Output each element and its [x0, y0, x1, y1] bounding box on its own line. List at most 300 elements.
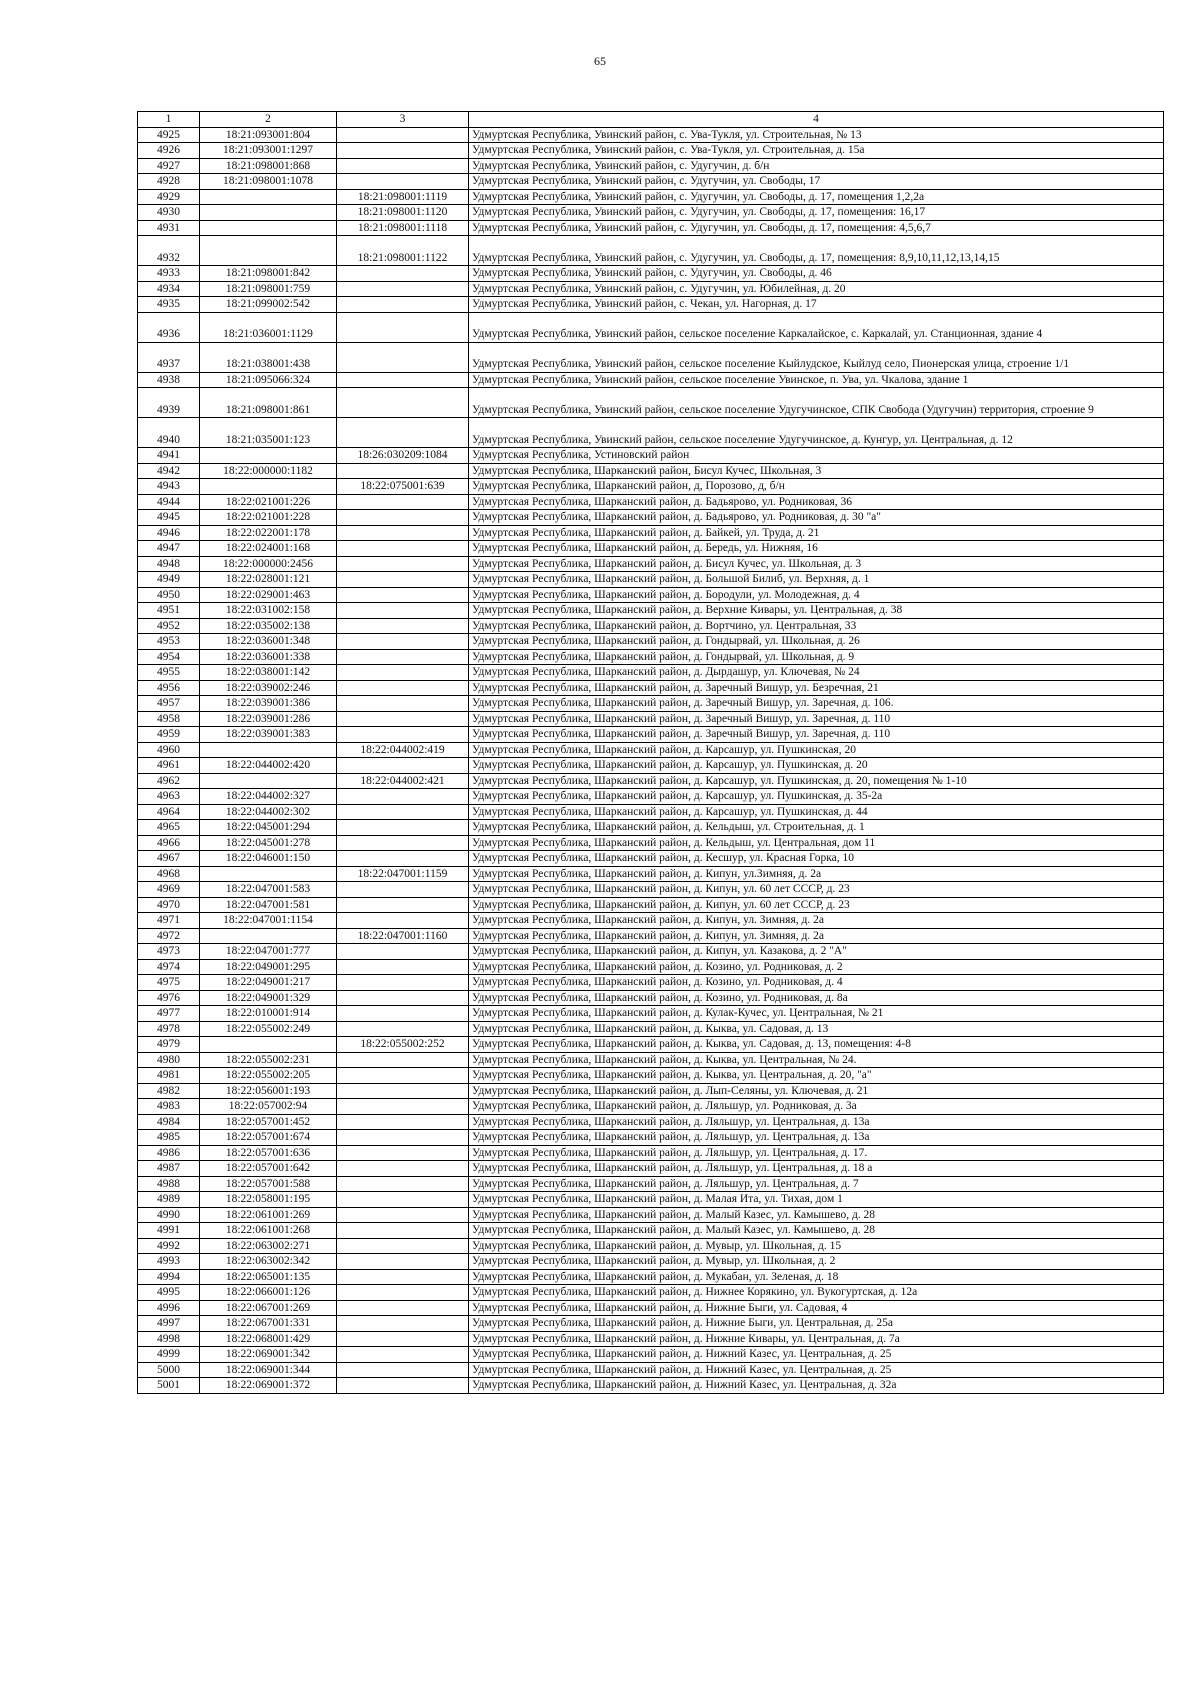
address-cell: Удмуртская Республика, Шарканский район, д. Гондырвай, ул. Школьная, д. 9 [469, 649, 1164, 665]
table-row [138, 665, 1164, 681]
row-number-cell: 4986 [138, 1145, 200, 1161]
table-row [138, 312, 1164, 342]
cadastral-number-cell: 18:22:047001:583 [200, 882, 337, 898]
row-number-cell: 4974 [138, 959, 200, 975]
premises-cadastral-cell [337, 1331, 469, 1347]
premises-cadastral-cell [337, 665, 469, 681]
table-row [138, 1176, 1164, 1192]
row-number-cell: 4980 [138, 1052, 200, 1068]
address-cell: Удмуртская Республика, Шарканский район, д. Козино, ул. Родниковая, д. 4 [469, 975, 1164, 991]
premises-cadastral-cell [337, 913, 469, 929]
table-row [138, 1068, 1164, 1084]
table-row [138, 711, 1164, 727]
row-number-cell: 4972 [138, 928, 200, 944]
table-row [138, 975, 1164, 991]
cadastral-number-cell: 18:22:045001:294 [200, 820, 337, 836]
premises-cadastral-cell [337, 851, 469, 867]
row-number-cell: 4976 [138, 990, 200, 1006]
address-cell: Удмуртская Республика, Шарканский район, д. Ляльшур, ул. Родниковая, д. 3а [469, 1099, 1164, 1115]
address-cell: Удмуртская Республика, Шарканский район, д. Гондырвай, ул. Школьная, д. 26 [469, 634, 1164, 650]
address-cell: Удмуртская Республика, Увинский район, с. Удугучин, ул. Свободы, д. 17, помещения 1,2,2а [469, 189, 1164, 205]
row-number-cell: 4938 [138, 372, 200, 388]
row-number-cell: 4941 [138, 448, 200, 464]
table-row [138, 634, 1164, 650]
row-number-cell: 4990 [138, 1207, 200, 1223]
row-number-cell: 4966 [138, 835, 200, 851]
premises-cadastral-cell: 18:22:047001:1160 [337, 928, 469, 944]
row-number-cell: 4957 [138, 696, 200, 712]
row-number-cell: 4991 [138, 1223, 200, 1239]
address-cell: Удмуртская Республика, Увинский район, с. Чекан, ул. Нагорная, д. 17 [469, 297, 1164, 313]
cadastral-number-cell: 18:22:049001:295 [200, 959, 337, 975]
cadastral-number-cell: 18:22:031002:158 [200, 603, 337, 619]
premises-cadastral-cell [337, 882, 469, 898]
page-number: 65 [594, 54, 606, 68]
table-row [138, 1006, 1164, 1022]
table-row [138, 525, 1164, 541]
premises-cadastral-cell [337, 1130, 469, 1146]
premises-cadastral-cell [337, 897, 469, 913]
premises-cadastral-cell [337, 1052, 469, 1068]
address-cell: Удмуртская Республика, Шарканский район, д. Карсашур, ул. Пушкинская, д. 35-2а [469, 789, 1164, 805]
premises-cadastral-cell: 18:21:098001:1119 [337, 189, 469, 205]
address-cell: Удмуртская Республика, Увинский район, сельское поселение Удугучинское, д. Кунгур, ул. Центральная, д. 12 [469, 418, 1164, 448]
cadastral-number-cell: 18:22:039001:386 [200, 696, 337, 712]
table-row [138, 928, 1164, 944]
address-cell: Удмуртская Республика, Шарканский район, д. Ляльшур, ул. Центральная, д. 7 [469, 1176, 1164, 1192]
premises-cadastral-cell [337, 603, 469, 619]
address-cell: Удмуртская Республика, Увинский район, сельское поселение Кыйлудское, Кыйлуд село, Пионерская улица, строение 1/1 [469, 342, 1164, 372]
address-cell: Удмуртская Республика, Увинский район, с. Ува-Тукля, ул. Строительная, № 13 [469, 127, 1164, 143]
premises-cadastral-cell [337, 418, 469, 448]
premises-cadastral-cell: 18:22:075001:639 [337, 479, 469, 495]
row-number-cell: 4995 [138, 1285, 200, 1301]
cadastral-number-cell: 18:22:068001:429 [200, 1331, 337, 1347]
premises-cadastral-cell [337, 1083, 469, 1099]
premises-cadastral-cell [337, 634, 469, 650]
row-number-cell: 4931 [138, 220, 200, 236]
table-row [138, 342, 1164, 372]
premises-cadastral-cell [337, 1362, 469, 1378]
cadastral-number-cell: 18:22:057001:452 [200, 1114, 337, 1130]
row-number-cell: 4969 [138, 882, 200, 898]
column-header-2: 2 [200, 112, 337, 128]
premises-cadastral-cell [337, 541, 469, 557]
table-row [138, 1316, 1164, 1332]
table-row [138, 897, 1164, 913]
address-cell: Удмуртская Республика, Шарканский район, д. Кыква, ул. Садовая, д. 13, помещения: 4-8 [469, 1037, 1164, 1053]
premises-cadastral-cell [337, 281, 469, 297]
cadastral-number-cell: 18:22:044002:420 [200, 758, 337, 774]
address-cell: Удмуртская Республика, Шарканский район, д. Кипун, ул. Казакова, д. 2 "А" [469, 944, 1164, 960]
address-cell: Удмуртская Республика, Шарканский район, д. Малая Ита, ул. Тихая, дом 1 [469, 1192, 1164, 1208]
row-number-cell: 4970 [138, 897, 200, 913]
cadastral-number-cell: 18:22:028001:121 [200, 572, 337, 588]
premises-cadastral-cell [337, 959, 469, 975]
table-row [138, 1099, 1164, 1115]
row-number-cell: 4999 [138, 1347, 200, 1363]
address-cell: Удмуртская Республика, Шарканский район, д. Кипун, ул. 60 лет СССР, д. 23 [469, 882, 1164, 898]
table-row [138, 603, 1164, 619]
row-number-cell: 4949 [138, 572, 200, 588]
premises-cadastral-cell [337, 312, 469, 342]
cadastral-number-cell: 18:22:021001:228 [200, 510, 337, 526]
table-row [138, 297, 1164, 313]
address-cell: Удмуртская Республика, Шарканский район, д. Кельдыш, ул. Центральная, дом 11 [469, 835, 1164, 851]
row-number-cell: 5001 [138, 1378, 200, 1394]
cadastral-number-cell: 18:21:093001:804 [200, 127, 337, 143]
row-number-cell: 4944 [138, 494, 200, 510]
row-number-cell: 4947 [138, 541, 200, 557]
cadastral-number-cell: 18:22:063002:342 [200, 1254, 337, 1270]
address-cell: Удмуртская Республика, Шарканский район, д. Заречный Вишур, ул. Заречная, д. 110 [469, 711, 1164, 727]
cadastral-number-cell: 18:22:069001:344 [200, 1362, 337, 1378]
row-number-cell: 4978 [138, 1021, 200, 1037]
table-row [138, 990, 1164, 1006]
premises-cadastral-cell [337, 975, 469, 991]
table-row [138, 1331, 1164, 1347]
table-row [138, 1207, 1164, 1223]
registry-table [137, 111, 1164, 1394]
cadastral-number-cell: 18:22:057001:642 [200, 1161, 337, 1177]
premises-cadastral-cell [337, 1006, 469, 1022]
row-number-cell: 5000 [138, 1362, 200, 1378]
row-number-cell: 4942 [138, 463, 200, 479]
premises-cadastral-cell [337, 1068, 469, 1084]
premises-cadastral-cell [337, 510, 469, 526]
cadastral-number-cell: 18:21:099002:542 [200, 297, 337, 313]
row-number-cell: 4979 [138, 1037, 200, 1053]
premises-cadastral-cell [337, 696, 469, 712]
address-cell: Удмуртская Республика, Шарканский район, д. Большой Билиб, ул. Верхняя, д. 1 [469, 572, 1164, 588]
table-row [138, 1192, 1164, 1208]
table-row [138, 1130, 1164, 1146]
row-number-cell: 4984 [138, 1114, 200, 1130]
address-cell: Удмуртская Республика, Шарканский район, д. Карсашур, ул. Пушкинская, д. 20, помещения № 1-10 [469, 773, 1164, 789]
table-row [138, 1145, 1164, 1161]
premises-cadastral-cell [337, 1378, 469, 1394]
table-body [138, 127, 1164, 1393]
premises-cadastral-cell [337, 556, 469, 572]
table-row [138, 236, 1164, 266]
address-cell: Удмуртская Республика, Шарканский район, д. Кесшур, ул. Красная Горка, 10 [469, 851, 1164, 867]
premises-cadastral-cell: 18:21:098001:1120 [337, 205, 469, 221]
row-number-cell: 4951 [138, 603, 200, 619]
row-number-cell: 4952 [138, 618, 200, 634]
address-cell: Удмуртская Республика, Шарканский район, д. Нижние Быги, ул. Садовая, 4 [469, 1300, 1164, 1316]
premises-cadastral-cell [337, 1114, 469, 1130]
cadastral-number-cell: 18:22:045001:278 [200, 835, 337, 851]
row-number-cell: 4929 [138, 189, 200, 205]
row-number-cell: 4963 [138, 789, 200, 805]
address-cell: Удмуртская Республика, Шарканский район, д. Кыква, ул. Центральная, д. 20, "а" [469, 1068, 1164, 1084]
address-cell: Удмуртская Республика, Шарканский район, д. Кипун, ул. Зимняя, д. 2а [469, 928, 1164, 944]
table-row [138, 205, 1164, 221]
row-number-cell: 4932 [138, 236, 200, 266]
address-cell: Удмуртская Республика, Шарканский район, д. Карсашур, ул. Пушкинская, 20 [469, 742, 1164, 758]
address-cell: Удмуртская Республика, Увинский район, с. Удугучин, ул. Свободы, д. 46 [469, 266, 1164, 282]
cadastral-number-cell: 18:22:024001:168 [200, 541, 337, 557]
cadastral-number-cell: 18:22:029001:463 [200, 587, 337, 603]
cadastral-number-cell: 18:22:066001:126 [200, 1285, 337, 1301]
cadastral-number-cell [200, 742, 337, 758]
address-cell: Удмуртская Республика, Шарканский район, д. Карсашур, ул. Пушкинская, д. 44 [469, 804, 1164, 820]
cadastral-number-cell: 18:22:022001:178 [200, 525, 337, 541]
cadastral-number-cell: 18:22:036001:348 [200, 634, 337, 650]
cadastral-number-cell [200, 928, 337, 944]
address-cell: Удмуртская Республика, Увинский район, с. Удугучин, ул. Свободы, д. 17, помещения: 4,5,6,7 [469, 220, 1164, 236]
premises-cadastral-cell: 18:22:044002:419 [337, 742, 469, 758]
premises-cadastral-cell [337, 789, 469, 805]
address-cell: Удмуртская Республика, Шарканский район, д. Ляльшур, ул. Центральная, д. 18 а [469, 1161, 1164, 1177]
premises-cadastral-cell [337, 1223, 469, 1239]
row-number-cell: 4977 [138, 1006, 200, 1022]
cadastral-number-cell: 18:22:010001:914 [200, 1006, 337, 1022]
row-number-cell: 4992 [138, 1238, 200, 1254]
table-row [138, 727, 1164, 743]
cadastral-number-cell: 18:22:065001:135 [200, 1269, 337, 1285]
address-cell: Удмуртская Республика, Шарканский район, д. Бередь, ул. Нижняя, 16 [469, 541, 1164, 557]
cadastral-number-cell: 18:21:035001:123 [200, 418, 337, 448]
row-number-cell: 4971 [138, 913, 200, 929]
premises-cadastral-cell: 18:21:098001:1122 [337, 236, 469, 266]
address-cell: Удмуртская Республика, Шарканский район, д. Нижний Казес, ул. Центральная, д. 32а [469, 1378, 1164, 1394]
address-cell: Удмуртская Республика, Увинский район, сельское поселение Удугучинское, СПК Свобода (Удугучин) территория, строение 9 [469, 388, 1164, 418]
table-row [138, 556, 1164, 572]
address-cell: Удмуртская Республика, Шарканский район, д. Нижние Кивары, ул. Центральная, д. 7а [469, 1331, 1164, 1347]
table-row [138, 820, 1164, 836]
address-cell: Удмуртская Республика, Шарканский район, д. Бадьярово, ул. Родниковая, д. 30 "а" [469, 510, 1164, 526]
table-row [138, 773, 1164, 789]
address-cell: Удмуртская Республика, Шарканский район, д. Бадьярово, ул. Родниковая, 36 [469, 494, 1164, 510]
cadastral-number-cell: 18:22:063002:271 [200, 1238, 337, 1254]
address-cell: Удмуртская Республика, Шарканский район, д. Заречный Вишур, ул. Заречная, д. 106. [469, 696, 1164, 712]
premises-cadastral-cell [337, 572, 469, 588]
cadastral-number-cell: 18:22:069001:342 [200, 1347, 337, 1363]
address-cell: Удмуртская Республика, Шарканский район, д. Ляльшур, ул. Центральная, д. 17. [469, 1145, 1164, 1161]
address-cell: Удмуртская Республика, Шарканский район, д. Козино, ул. Родниковая, д. 8а [469, 990, 1164, 1006]
row-number-cell: 4945 [138, 510, 200, 526]
row-number-cell: 4956 [138, 680, 200, 696]
header-row [138, 112, 1164, 128]
table-row [138, 1378, 1164, 1394]
row-number-cell: 4988 [138, 1176, 200, 1192]
cadastral-number-cell: 18:22:057001:588 [200, 1176, 337, 1192]
address-cell: Удмуртская Республика, Шарканский район, д. Мувыр, ул. Школьная, д. 15 [469, 1238, 1164, 1254]
premises-cadastral-cell [337, 494, 469, 510]
address-cell: Удмуртская Республика, Шарканский район, д. Бисул Кучес, ул. Школьная, д. 3 [469, 556, 1164, 572]
row-number-cell: 4953 [138, 634, 200, 650]
row-number-cell: 4937 [138, 342, 200, 372]
table-row [138, 1269, 1164, 1285]
row-number-cell: 4975 [138, 975, 200, 991]
cadastral-number-cell: 18:22:039002:246 [200, 680, 337, 696]
premises-cadastral-cell [337, 266, 469, 282]
table-row [138, 1083, 1164, 1099]
cadastral-number-cell: 18:21:038001:438 [200, 342, 337, 372]
premises-cadastral-cell [337, 1269, 469, 1285]
address-cell: Удмуртская Республика, Шарканский район, д. Кипун, ул. 60 лет СССР, д. 23 [469, 897, 1164, 913]
premises-cadastral-cell: 18:26:030209:1084 [337, 448, 469, 464]
address-cell: Удмуртская Республика, Шарканский район, д. Кыква, ул. Садовая, д. 13 [469, 1021, 1164, 1037]
cadastral-number-cell: 18:21:098001:759 [200, 281, 337, 297]
table-row [138, 372, 1164, 388]
table-row [138, 418, 1164, 448]
address-cell: Удмуртская Республика, Шарканский район, д. Нижний Казес, ул. Центральная, д. 25 [469, 1362, 1164, 1378]
cadastral-number-cell [200, 866, 337, 882]
premises-cadastral-cell [337, 1254, 469, 1270]
premises-cadastral-cell [337, 1176, 469, 1192]
address-cell: Удмуртская Республика, Шарканский район, д. Козино, ул. Родниковая, д. 2 [469, 959, 1164, 975]
cadastral-number-cell: 18:22:036001:338 [200, 649, 337, 665]
cadastral-number-cell: 18:21:036001:1129 [200, 312, 337, 342]
cadastral-number-cell [200, 236, 337, 266]
premises-cadastral-cell [337, 158, 469, 174]
premises-cadastral-cell [337, 618, 469, 634]
row-number-cell: 4928 [138, 174, 200, 190]
table-row [138, 1347, 1164, 1363]
table-row [138, 494, 1164, 510]
table-row [138, 1362, 1164, 1378]
premises-cadastral-cell [337, 587, 469, 603]
row-number-cell: 4998 [138, 1331, 200, 1347]
premises-cadastral-cell [337, 758, 469, 774]
table-row [138, 804, 1164, 820]
table-row [138, 143, 1164, 159]
address-cell: Удмуртская Республика, Шарканский район, д. Дырдашур, ул. Ключевая, № 24 [469, 665, 1164, 681]
cadastral-number-cell [200, 448, 337, 464]
row-number-cell: 4989 [138, 1192, 200, 1208]
row-number-cell: 4997 [138, 1316, 200, 1332]
address-cell: Удмуртская Республика, Шарканский район, д. Бородули, ул. Молодежная, д. 4 [469, 587, 1164, 603]
table-row [138, 758, 1164, 774]
row-number-cell: 4985 [138, 1130, 200, 1146]
cadastral-number-cell: 18:22:049001:217 [200, 975, 337, 991]
table-row [138, 448, 1164, 464]
row-number-cell: 4948 [138, 556, 200, 572]
row-number-cell: 4993 [138, 1254, 200, 1270]
premises-cadastral-cell [337, 649, 469, 665]
address-cell: Удмуртская Республика, Увинский район, с. Удугучин, ул. Свободы, д. 17, помещения: 16,17 [469, 205, 1164, 221]
table-row [138, 510, 1164, 526]
premises-cadastral-cell [337, 174, 469, 190]
premises-cadastral-cell [337, 525, 469, 541]
address-cell: Удмуртская Республика, Шарканский район, д. Кипун, ул. Зимняя, д. 2а [469, 913, 1164, 929]
premises-cadastral-cell: 18:22:055002:252 [337, 1037, 469, 1053]
row-number-cell: 4981 [138, 1068, 200, 1084]
address-cell: Удмуртская Республика, Шарканский район, д. Малый Казес, ул. Камышево, д. 28 [469, 1223, 1164, 1239]
row-number-cell: 4961 [138, 758, 200, 774]
cadastral-number-cell: 18:22:055002:249 [200, 1021, 337, 1037]
premises-cadastral-cell [337, 1238, 469, 1254]
cadastral-number-cell: 18:22:039001:383 [200, 727, 337, 743]
table-row [138, 1037, 1164, 1053]
cadastral-number-cell: 18:22:055002:231 [200, 1052, 337, 1068]
address-cell: Удмуртская Республика, Шарканский район, д. Кулак-Кучес, ул. Центральная, № 21 [469, 1006, 1164, 1022]
row-number-cell: 4982 [138, 1083, 200, 1099]
premises-cadastral-cell [337, 1347, 469, 1363]
cadastral-number-cell: 18:21:098001:1078 [200, 174, 337, 190]
cadastral-number-cell: 18:22:056001:193 [200, 1083, 337, 1099]
address-cell: Удмуртская Республика, Шарканский район, д. Мувыр, ул. Школьная, д. 2 [469, 1254, 1164, 1270]
row-number-cell: 4954 [138, 649, 200, 665]
premises-cadastral-cell [337, 990, 469, 1006]
address-cell: Удмуртская Республика, Увинский район, с. Ува-Тукля, ул. Строительная, д. 15а [469, 143, 1164, 159]
row-number-cell: 4950 [138, 587, 200, 603]
address-cell: Удмуртская Республика, Шарканский район, д. Заречный Вишур, ул. Заречная, д. 110 [469, 727, 1164, 743]
cadastral-number-cell: 18:21:098001:861 [200, 388, 337, 418]
row-number-cell: 4983 [138, 1099, 200, 1115]
cadastral-number-cell: 18:22:058001:195 [200, 1192, 337, 1208]
address-cell: Удмуртская Республика, Шарканский район, д. Вортчино, ул. Центральная, 33 [469, 618, 1164, 634]
address-cell: Удмуртская Республика, Шарканский район, д. Верхние Кивары, ул. Центральная, д. 38 [469, 603, 1164, 619]
address-cell: Удмуртская Республика, Шарканский район, д. Нижние Быги, ул. Центральная, д. 25а [469, 1316, 1164, 1332]
premises-cadastral-cell [337, 1285, 469, 1301]
table-row [138, 220, 1164, 236]
premises-cadastral-cell: 18:22:047001:1159 [337, 866, 469, 882]
cadastral-number-cell: 18:22:047001:1154 [200, 913, 337, 929]
cadastral-number-cell [200, 189, 337, 205]
premises-cadastral-cell [337, 1207, 469, 1223]
row-number-cell: 4967 [138, 851, 200, 867]
premises-cadastral-cell [337, 297, 469, 313]
premises-cadastral-cell: 18:21:098001:1118 [337, 220, 469, 236]
premises-cadastral-cell [337, 372, 469, 388]
address-cell: Удмуртская Республика, Устиновский район [469, 448, 1164, 464]
row-number-cell: 4946 [138, 525, 200, 541]
table-row [138, 1300, 1164, 1316]
address-cell: Удмуртская Республика, Увинский район, с. Удугучин, д. б/н [469, 158, 1164, 174]
table-row [138, 266, 1164, 282]
cadastral-number-cell [200, 479, 337, 495]
table-row [138, 835, 1164, 851]
table-row [138, 174, 1164, 190]
row-number-cell: 4965 [138, 820, 200, 836]
table-row [138, 1114, 1164, 1130]
premises-cadastral-cell [337, 1099, 469, 1115]
premises-cadastral-cell: 18:22:044002:421 [337, 773, 469, 789]
row-number-cell: 4934 [138, 281, 200, 297]
table-row [138, 1052, 1164, 1068]
row-number-cell: 4925 [138, 127, 200, 143]
premises-cadastral-cell [337, 680, 469, 696]
premises-cadastral-cell [337, 820, 469, 836]
cadastral-number-cell [200, 220, 337, 236]
cadastral-number-cell: 18:22:067001:331 [200, 1316, 337, 1332]
table-row [138, 680, 1164, 696]
table-row [138, 1285, 1164, 1301]
address-cell: Удмуртская Республика, Увинский район, сельское поселение Увинское, п. Ува, ул. Чкалова, здание 1 [469, 372, 1164, 388]
table-row [138, 281, 1164, 297]
column-header-1: 1 [138, 112, 200, 128]
cadastral-number-cell: 18:22:049001:329 [200, 990, 337, 1006]
cadastral-number-cell: 18:22:067001:269 [200, 1300, 337, 1316]
address-cell: Удмуртская Республика, Шарканский район, д. Заречный Вишур, ул. Безречная, 21 [469, 680, 1164, 696]
table-row [138, 882, 1164, 898]
table-row [138, 463, 1164, 479]
table-row [138, 618, 1164, 634]
table-row [138, 851, 1164, 867]
cadastral-number-cell: 18:22:057002:94 [200, 1099, 337, 1115]
premises-cadastral-cell [337, 835, 469, 851]
cadastral-number-cell [200, 773, 337, 789]
cadastral-number-cell [200, 1037, 337, 1053]
address-cell: Удмуртская Республика, Увинский район, с. Удугучин, ул. Свободы, д. 17, помещения: 8,9,10,11,12,13,14,15 [469, 236, 1164, 266]
address-cell: Удмуртская Республика, Шарканский район, д. Кыква, ул. Центральная, № 24. [469, 1052, 1164, 1068]
table-row [138, 1021, 1164, 1037]
table-row [138, 479, 1164, 495]
cadastral-number-cell: 18:21:095066:324 [200, 372, 337, 388]
